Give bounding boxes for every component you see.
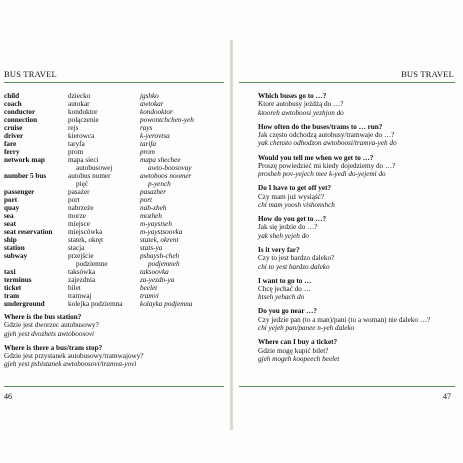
vocab-row [4, 220, 228, 228]
vocab-pronunciation [140, 188, 228, 196]
right-top-rule [239, 82, 455, 83]
vocab-pronunciation-text: m-yaystsoovka [140, 228, 183, 236]
phrase-pronunciation: chi yejeh pan/panee n-yeh daleko [258, 324, 355, 333]
vocab-pronunciation [140, 132, 228, 140]
vocab-polish-continued: podziemne [76, 260, 108, 268]
vocab-pronunciation [140, 220, 228, 228]
vocab-pronunciation-text: kondooktor [140, 108, 173, 116]
vocab-pronunciation [140, 156, 228, 172]
vocab-english: connection [4, 116, 38, 124]
phrase-pronunciation: yak chensto odhodzon awtoboosi/tramva-yeh do [258, 139, 397, 148]
phrase-english: Is it very far? [258, 245, 300, 254]
vocab-polish-text: przejście [68, 252, 94, 260]
vocab-pronunciation [140, 140, 228, 148]
phrase-pronunciation: ktooreh awtoboosi yezhjon do [258, 108, 344, 117]
vocab-pronunciation-text: statek, okrent [140, 236, 179, 244]
vocab-row [4, 292, 228, 300]
vocab-polish [68, 148, 140, 156]
phrase-block [258, 92, 458, 117]
vocab-polish-text: dziecko [68, 92, 91, 100]
phrase-english: How often do the buses/trams to … run? [258, 122, 383, 131]
vocab-pronunciation-continued: awto-boosovay [148, 164, 192, 172]
vocab-row [4, 284, 228, 292]
vocab-pronunciation-text: taksoovka [140, 268, 169, 276]
phrase-block [258, 184, 458, 209]
vocab-polish [68, 220, 140, 228]
vocab-polish [68, 188, 140, 196]
vocab-row [4, 236, 228, 244]
phrase-english: Where can I buy a ticket? [258, 338, 338, 347]
right-page-header: BUS TRAVEL [401, 69, 454, 79]
vocab-pronunciation [140, 100, 228, 108]
vocab-english: child [4, 92, 20, 100]
vocab-pronunciation [140, 284, 228, 292]
phrase-block [258, 246, 458, 271]
phrase-polish: Gdzie jest przystanek autobusowy/tramwajowy? [4, 352, 144, 361]
left-phrase-list [4, 313, 226, 375]
vocab-polish [68, 204, 140, 212]
right-bottom-rule [239, 386, 455, 387]
vocab-row [4, 100, 228, 108]
vocab-polish [68, 116, 140, 124]
vocab-pronunciation [140, 276, 228, 284]
vocab-pronunciation-text: pshaysh-cheh [140, 252, 180, 260]
phrase-pronunciation: prosheh pov-yejech mee k-yedi do-yejemi do [258, 170, 386, 179]
vocab-pronunciation [140, 300, 228, 308]
vocab-polish-text: tramwaj [68, 292, 92, 300]
vocab-polish-text: pasażer [68, 188, 90, 196]
vocab-row [4, 212, 228, 220]
vocab-row [4, 140, 228, 148]
vocab-polish [68, 236, 140, 244]
vocab-polish [68, 172, 140, 188]
vocab-row [4, 244, 228, 252]
vocab-row [4, 172, 228, 188]
vocab-pronunciation [140, 116, 228, 124]
phrase-english: Which buses go to …? [258, 92, 327, 100]
vocab-pronunciation-text: tramvi [140, 292, 159, 300]
phrase-polish: Jak często odchodzą autobusy/tramwaje do …? [258, 131, 395, 140]
vocab-english: number 5 bus [4, 172, 47, 180]
vocab-pronunciation-continued: podjemneh [148, 260, 180, 268]
vocab-pronunciation [140, 172, 228, 188]
phrase-pronunciation: gjeh yest pshistanek awtoboosovi/tramva-yovi [4, 360, 137, 369]
vocab-row [4, 108, 228, 116]
vocab-pronunciation [140, 92, 228, 100]
phrase-polish: Gdzie jest dworzec autobusowy? [4, 321, 99, 330]
vocab-row [4, 204, 228, 212]
vocab-polish [68, 124, 140, 132]
vocab-pronunciation [140, 124, 228, 132]
left-page-header: BUS TRAVEL [4, 69, 57, 79]
vocab-polish [68, 92, 140, 100]
phrase-polish: Czy jedzie pan (to a man)/pani (to a woman) nie daleko …? [258, 315, 431, 324]
vocab-pronunciation-text: jgshko [140, 92, 159, 100]
vocab-polish-text: taksówka [68, 268, 96, 276]
phrase-polish: Jak się jedzie do …? [258, 223, 318, 232]
vocab-pronunciation-text: beelet [140, 284, 158, 292]
vocab-english: seat [4, 220, 16, 228]
vocab-polish [68, 284, 140, 292]
vocab-polish [68, 196, 140, 204]
vocab-polish-text: rejs [68, 124, 79, 132]
left-top-rule [4, 82, 224, 83]
phrase-block [4, 344, 226, 369]
vocab-pronunciation [140, 108, 228, 116]
phrase-block [258, 338, 458, 363]
vocab-pronunciation [140, 292, 228, 300]
vocab-english: cruise [4, 124, 23, 132]
vocab-english: driver [4, 132, 24, 140]
vocab-english: network map [4, 156, 45, 164]
vocab-polish [68, 100, 140, 108]
vocab-english: passenger [4, 188, 35, 196]
vocab-row [4, 124, 228, 132]
vocab-row [4, 116, 228, 124]
vocab-pronunciation-text: za-yezdn-ya [140, 276, 175, 284]
vocab-row [4, 132, 228, 140]
vocab-english: terminus [4, 276, 32, 284]
vocab-row [4, 228, 228, 236]
vocab-polish-text: mapa sieci [68, 156, 99, 164]
phrase-polish: Ktore autobusy jeżdżą do …? [258, 100, 344, 109]
phrase-polish: Czy mam już wysiąść? [258, 192, 325, 201]
vocab-polish-text: połączenie [68, 116, 99, 124]
phrase-block [258, 277, 458, 302]
vocab-pronunciation-text: pasazher [140, 188, 166, 196]
vocab-polish [68, 156, 140, 172]
vocab-polish-text: nabrzeże [68, 204, 94, 212]
vocab-polish [68, 132, 140, 140]
vocab-pronunciation-text: awtokar [140, 100, 164, 108]
vocab-row [4, 196, 228, 204]
vocab-polish-text: taryfa [68, 140, 85, 148]
vocab-pronunciation-text: mozheh [140, 212, 162, 220]
phrase-pronunciation: yak sheh yejeh do [258, 231, 309, 240]
phrase-english: How do you get to …? [258, 215, 327, 224]
vocab-english: ship [4, 236, 17, 244]
vocab-pronunciation-text: stats-ya [140, 244, 163, 252]
vocab-polish-text: autokar [68, 100, 90, 108]
vocab-polish [68, 300, 140, 308]
vocab-pronunciation [140, 148, 228, 156]
vocab-pronunciation-text: powontchchen-yeh [140, 116, 194, 124]
vocab-pronunciation [140, 228, 228, 236]
vocab-row [4, 148, 228, 156]
vocab-row [4, 276, 228, 284]
vocab-english: ticket [4, 284, 22, 292]
phrase-pronunciation: gjeh mogeh koopeech beelet [258, 354, 340, 363]
vocab-pronunciation-text: awtoboos noomer [140, 172, 192, 180]
vocab-polish [68, 228, 140, 236]
phrase-polish: Proszę powiedzieć mi kiedy dojedziemy do …? [258, 161, 396, 170]
phrase-english: Where is the bus station? [4, 313, 82, 321]
phrase-pronunciation: htseh yehach do [258, 293, 305, 302]
vocab-english: fare [4, 140, 17, 148]
vocab-polish-text: port [68, 196, 80, 204]
right-phrase-list [258, 92, 458, 369]
phrase-english: Do I have to get off yet? [258, 184, 332, 193]
phrase-english: Do you go near …? [258, 307, 317, 316]
phrase-pronunciation: chi mam yoosh vishonshch [258, 200, 335, 209]
vocab-row [4, 300, 228, 308]
vocab-polish-text: autobus numer [68, 172, 111, 180]
vocab-pronunciation-text: nab-zheh [140, 204, 167, 212]
vocab-polish-text: kolejka podziemna [68, 300, 123, 308]
vocab-polish [68, 108, 140, 116]
vocab-english: ferry [4, 148, 20, 156]
vocab-pronunciation-text: prom [140, 148, 155, 156]
vocab-polish [68, 292, 140, 300]
vocab-polish-text: stacja [68, 244, 85, 252]
vocab-pronunciation-text: m-yaystseh [140, 220, 172, 228]
vocab-pronunciation-text: tarifa [140, 140, 156, 148]
vocab-english: port [4, 196, 18, 204]
vocab-english: taxi [4, 268, 16, 276]
vocab-polish-text: statek, okręt [68, 236, 104, 244]
vocab-pronunciation-continued: p-yench [148, 180, 171, 188]
vocab-polish-text: zajezdnia [68, 276, 96, 284]
vocab-polish [68, 140, 140, 148]
phrase-english: I want to go to … [258, 276, 312, 285]
vocab-polish-text: konduktor [68, 108, 98, 116]
vocab-row [4, 268, 228, 276]
left-bottom-rule [4, 386, 224, 387]
vocab-english: underground [4, 300, 45, 308]
vocab-row [4, 252, 228, 268]
vocab-pronunciation-text: port [140, 196, 152, 204]
vocab-english: coach [4, 100, 22, 108]
phrase-english: Would you tell me when we get to …? [258, 153, 374, 162]
vocab-pronunciation [140, 244, 228, 252]
vocab-polish [68, 268, 140, 276]
vocab-english: subway [4, 252, 28, 260]
vocab-polish-text: miejsce [68, 220, 90, 228]
vocab-row [4, 188, 228, 196]
left-page-number: 46 [4, 392, 12, 401]
vocab-english: sea [4, 212, 14, 220]
vocab-polish-continued: autobusowej [76, 164, 113, 172]
left-page [0, 0, 231, 463]
phrase-block [258, 154, 458, 179]
vocab-pronunciation [140, 252, 228, 268]
vocab-english: station [4, 244, 25, 252]
vocab-english: seat reservation [4, 228, 53, 236]
vocab-polish-text: miejscówka [68, 228, 103, 236]
right-page-number: 47 [443, 392, 451, 401]
vocab-pronunciation-text: mapa shechee [140, 156, 181, 164]
vocab-pronunciation-text: kolayka podjemna [140, 300, 193, 308]
phrase-block [258, 123, 458, 148]
right-page [233, 0, 463, 463]
vocab-polish-continued: pięć [76, 180, 88, 188]
vocab-polish [68, 244, 140, 252]
vocab-pronunciation [140, 204, 228, 212]
vocab-polish-text: kierowca [68, 132, 95, 140]
phrase-polish: Gdzie mogę kupić bilet? [258, 346, 329, 355]
vocabulary-table [4, 92, 228, 308]
vocab-pronunciation-text: k-yerovtsa [140, 132, 170, 140]
vocab-pronunciation [140, 236, 228, 244]
vocab-pronunciation [140, 212, 228, 220]
vocab-polish [68, 252, 140, 268]
vocab-polish-text: bilet [68, 284, 81, 292]
vocab-pronunciation-text: rays [140, 124, 153, 132]
phrase-english: Where is there a bus/tram stop? [4, 343, 103, 352]
phrase-block [4, 313, 226, 338]
vocab-english: quay [4, 204, 20, 212]
vocab-polish [68, 276, 140, 284]
phrase-block [258, 215, 458, 240]
vocab-pronunciation [140, 196, 228, 204]
vocab-row [4, 156, 228, 172]
phrase-polish: Chcę jechać do … [258, 284, 311, 293]
vocab-polish-text: prom [68, 148, 84, 156]
vocab-polish-text: morze [68, 212, 86, 220]
vocab-english: tram [4, 292, 20, 300]
vocab-row [4, 92, 228, 100]
phrase-pronunciation: chi to yest bardzo daleko [258, 262, 330, 271]
vocab-english: conductor [4, 108, 36, 116]
phrase-block [258, 307, 458, 332]
phrase-pronunciation: gjeh yest dvozhets awtoboosovi [4, 329, 95, 338]
phrase-polish: Czy to jest bardzo daleko? [258, 254, 335, 263]
vocab-polish [68, 212, 140, 220]
vocab-pronunciation [140, 268, 228, 276]
